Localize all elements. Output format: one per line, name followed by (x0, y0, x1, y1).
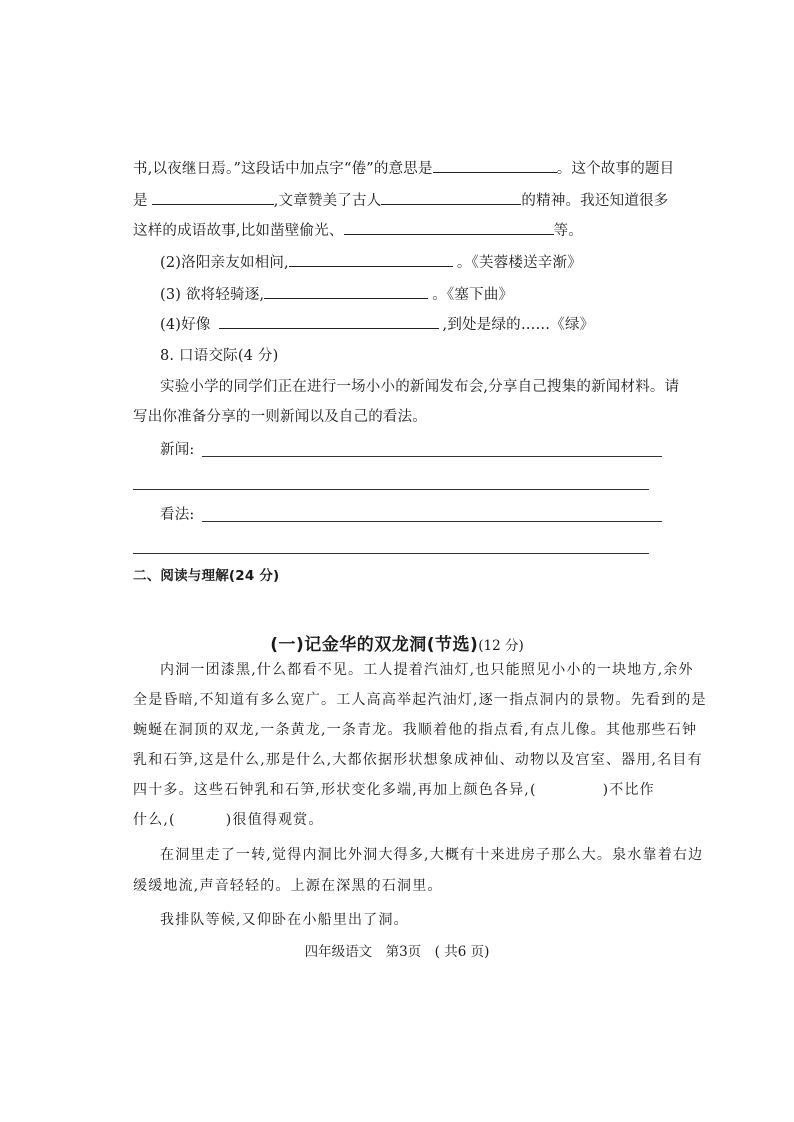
section-2-heading: 二、阅读与理解(24 分) (133, 568, 280, 584)
q7-line-3: 这样的成语故事,比如凿壁偷光、 等。 (133, 220, 583, 241)
news-label: 新闻: (160, 442, 195, 458)
answer-blank[interactable] (289, 252, 453, 267)
q7-line-1: 书,以夜继日焉。”这段话中加点字“倦”的意思是 。这个故事的题目 (133, 158, 674, 179)
passage-p2-line-1: 在洞里走了一转,觉得内洞比外洞大得多,大概有十来进房子那么大。泉水靠着右边 (160, 847, 704, 863)
q8-prompt-line-2: 写出你准备分享的一则新闻以及自己的看法。 (133, 409, 427, 425)
passage-p1-line-1: 内洞一团漆黑,什么都看不见。工人提着汽油灯,也只能照见小小的一块地方,余外 (160, 662, 694, 678)
answer-blank[interactable] (152, 190, 274, 205)
news-answer-line-2[interactable] (133, 489, 649, 490)
q8-prompt-line-1: 实验小学的同学们正在进行一场小小的新闻发布会,分享自己搜集的新闻材料。请 (160, 379, 680, 395)
opinion-label: 看法: (160, 507, 195, 523)
answer-blank[interactable] (264, 284, 428, 299)
q7-item-2: (2)洛阳亲友如相问, 。《芙蓉楼送辛渐》 (160, 252, 582, 273)
answer-blank[interactable] (344, 220, 554, 235)
news-answer-line-1[interactable] (202, 456, 662, 457)
passage-p1-line-2: 全是昏暗,不知道有多么宽广。工人高高举起汽油灯,逐一指点洞内的景物。先看到的是 (133, 692, 707, 708)
passage-p1-line-4: 乳和石笋,这是什么,那是什么,大都依据形状想象成神仙、动物以及宫室、器用,名目有 (133, 752, 703, 768)
q7-line-2: 是 ,文章赞美了古人 的精神。我还知道很多 (133, 190, 668, 211)
passage-p1-line-3: 蜿蜒在洞顶的双龙,一条黄龙,一条青龙。我顺着他的指点看,有点儿像。其他那些石钟 (133, 722, 698, 738)
q7-item-3: (3) 欲将轻骑逐, 。《塞下曲》 (160, 284, 513, 305)
answer-blank[interactable] (219, 314, 439, 329)
q8-heading: 8. 口语交际(4 分) (160, 348, 279, 364)
passage-p2-line-2: 缓缓地流,声音轻轻的。上源在深黑的石洞里。 (133, 878, 443, 894)
passage-p1-line-6: 什么,( )很值得观赏。 (133, 812, 324, 828)
answer-blank[interactable] (433, 158, 557, 173)
passage-p1-line-5: 四十多。这些石钟乳和石笋,形状变化多端,再加上颜色各异,( )不比作 (133, 782, 655, 798)
opinion-answer-line-1[interactable] (202, 521, 662, 522)
q7-item-4: (4)好像 ,到处是绿的……《绿》 (160, 314, 594, 335)
passage-title: (一)记金华的双龙洞(节选)(12 分) (270, 635, 524, 655)
page-footer: 四年级语文 第3页 ( 共6 页) (304, 944, 490, 960)
answer-blank[interactable] (381, 190, 521, 205)
passage-p3-line-1: 我排队等候,又仰卧在小船里出了洞。 (160, 912, 409, 928)
opinion-answer-line-2[interactable] (133, 553, 649, 554)
